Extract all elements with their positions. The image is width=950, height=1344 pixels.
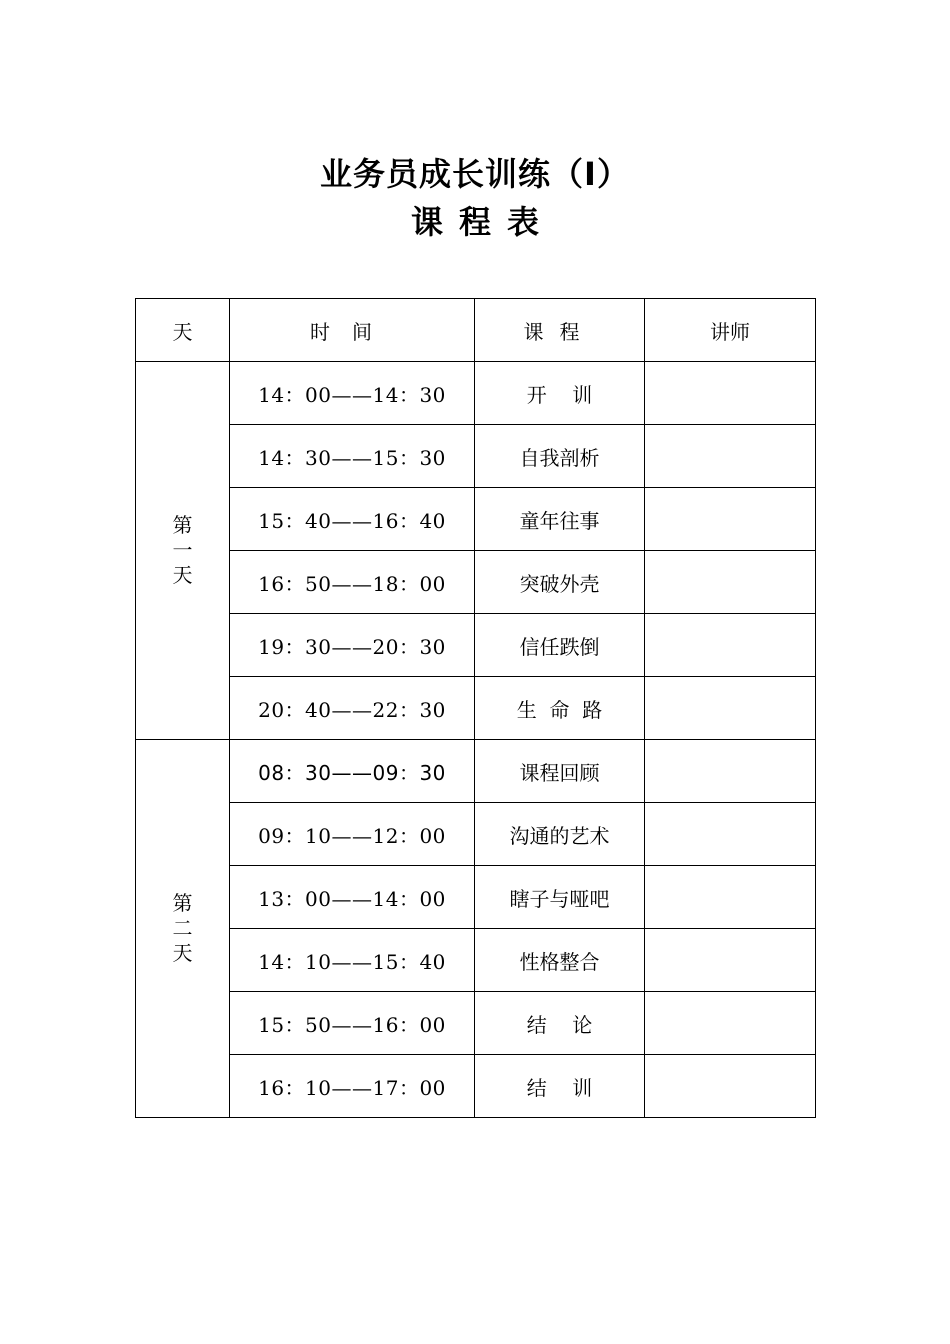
time-cell: 16：10——17：00 bbox=[230, 1055, 475, 1118]
table-row bbox=[136, 740, 816, 803]
course-cell: 童年往事 bbox=[475, 488, 645, 551]
time-cell: 08：30——09：30 bbox=[230, 740, 475, 803]
teacher-cell bbox=[645, 866, 816, 929]
course-cell: 自我剖析 bbox=[475, 425, 645, 488]
course-cell: 突破外壳 bbox=[475, 551, 645, 614]
teacher-cell bbox=[645, 803, 816, 866]
course-cell: 课程回顾 bbox=[475, 740, 645, 803]
teacher-cell bbox=[645, 551, 816, 614]
table-row bbox=[136, 677, 816, 740]
teacher-cell bbox=[645, 929, 816, 992]
day-label: 第二天 bbox=[172, 891, 193, 965]
teacher-cell bbox=[645, 425, 816, 488]
teacher-cell bbox=[645, 740, 816, 803]
table-row bbox=[136, 551, 816, 614]
teacher-cell bbox=[645, 614, 816, 677]
teacher-cell bbox=[645, 362, 816, 425]
course-cell: 开 训 bbox=[475, 362, 645, 425]
table-row bbox=[136, 362, 816, 425]
schedule-table bbox=[135, 298, 816, 1118]
table-row bbox=[136, 488, 816, 551]
time-cell: 13：00——14：00 bbox=[230, 866, 475, 929]
teacher-cell bbox=[645, 1055, 816, 1118]
day-label: 第一天 bbox=[172, 513, 193, 587]
day-cell-1 bbox=[136, 362, 230, 740]
title-main: 业务员成长训练（Ⅰ） bbox=[320, 155, 630, 193]
course-cell: 瞎子与哑吧 bbox=[475, 866, 645, 929]
table-row bbox=[136, 1055, 816, 1118]
day-cell-2 bbox=[136, 740, 230, 1118]
time-cell: 14：00——14：30 bbox=[230, 362, 475, 425]
table-row bbox=[136, 866, 816, 929]
header-teacher: 讲师 bbox=[645, 299, 816, 362]
table-row bbox=[136, 425, 816, 488]
time-cell: 09：10——12：00 bbox=[230, 803, 475, 866]
table-row bbox=[136, 929, 816, 992]
header-row bbox=[136, 299, 816, 362]
title-sub: 课程表 bbox=[410, 203, 555, 241]
time-cell: 14：10——15：40 bbox=[230, 929, 475, 992]
time-cell: 16：50——18：00 bbox=[230, 551, 475, 614]
header-day: 天 bbox=[136, 299, 230, 362]
time-cell: 19：30——20：30 bbox=[230, 614, 475, 677]
course-cell: 性格整合 bbox=[475, 929, 645, 992]
time-cell: 20：40——22：30 bbox=[230, 677, 475, 740]
table-row bbox=[136, 803, 816, 866]
course-cell: 结 论 bbox=[475, 992, 645, 1055]
time-cell: 15：50——16：00 bbox=[230, 992, 475, 1055]
header-course: 课程 bbox=[475, 299, 645, 362]
header-time: 时间 bbox=[230, 299, 475, 362]
document-title bbox=[0, 150, 950, 246]
course-cell: 沟通的艺术 bbox=[475, 803, 645, 866]
course-cell: 信任跌倒 bbox=[475, 614, 645, 677]
table-row bbox=[136, 992, 816, 1055]
table-row bbox=[136, 614, 816, 677]
course-cell: 生 命 路 bbox=[475, 677, 645, 740]
teacher-cell bbox=[645, 992, 816, 1055]
course-cell: 结 训 bbox=[475, 1055, 645, 1118]
time-cell: 14：30——15：30 bbox=[230, 425, 475, 488]
time-cell: 15：40——16：40 bbox=[230, 488, 475, 551]
teacher-cell bbox=[645, 677, 816, 740]
teacher-cell bbox=[645, 488, 816, 551]
